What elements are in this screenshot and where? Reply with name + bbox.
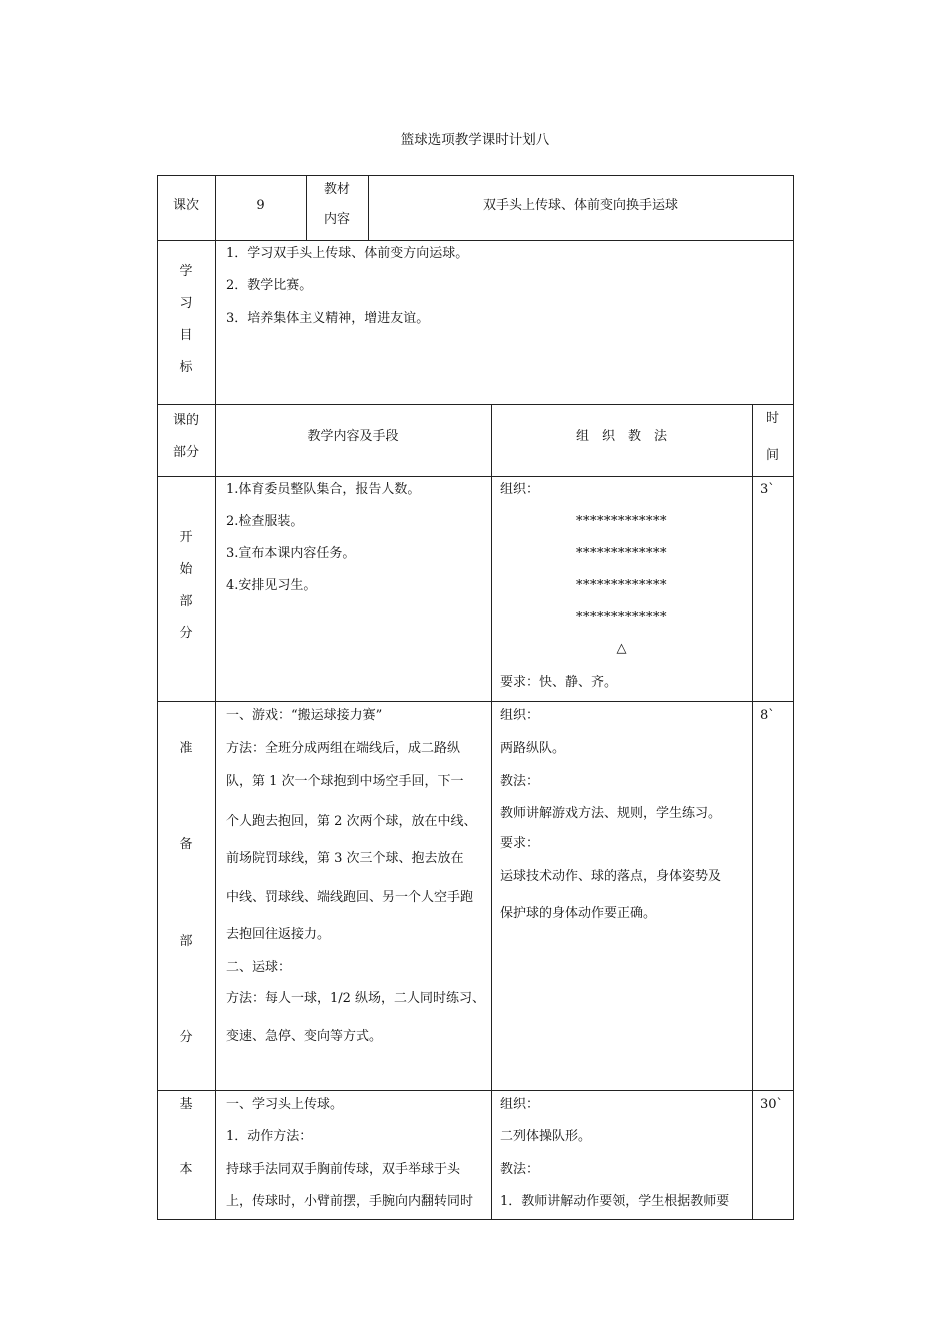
basic-method-line: 1．教师讲解动作要领，学生根据教师要 [500, 1194, 730, 1209]
prep-content-line: 个人跑去抱回，第 2 次两个球，放在中线、 [226, 814, 477, 829]
prep-label-char: 备 [179, 837, 193, 852]
material-label-bottom: 内容 [323, 212, 350, 227]
start-content-line: 1.体育委员整队集合，报告人数。 [226, 482, 421, 497]
start-content-line: 4.安排见习生。 [226, 578, 317, 593]
prep-method-line: 两路纵队。 [500, 741, 566, 756]
start-content-line: 3.宣布本课内容任务。 [226, 546, 356, 561]
basic-content-line: 一、学习头上传球。 [226, 1097, 344, 1112]
prep-time: 8` [760, 708, 775, 723]
prep-content-line: 去抱回往返接力。 [226, 927, 331, 942]
document-title: 篮球选项教学课时计划八 [400, 132, 550, 148]
start-label-char: 始 [179, 562, 193, 577]
basic-content-line: 1．动作方法： [226, 1129, 313, 1144]
time-column-label-top: 时 [765, 411, 779, 426]
prep-content-line: 变速、急停、变向等方式。 [226, 1029, 383, 1044]
prep-content-line: 方法：全班分成两组在端线后，成二路纵 [226, 741, 461, 756]
objectives-label-char: 目 [179, 328, 193, 343]
prep-method-line: 教师讲解游戏方法、规则，学生练习。 [500, 806, 722, 821]
objectives-label-char: 学 [179, 264, 193, 279]
basic-time: 30` [760, 1097, 784, 1112]
objective-item: 2．教学比赛。 [226, 278, 313, 293]
prep-label-char: 分 [179, 1030, 193, 1045]
prep-content-line: 前场院罚球线，第 3 次三个球、抱去放在 [226, 851, 464, 866]
basic-method-line: 二列体操队形。 [500, 1129, 592, 1144]
start-label-char: 部 [179, 594, 193, 609]
formation-row: ************* [576, 578, 667, 593]
content-column-header: 教学内容及手段 [307, 429, 399, 444]
lesson-number: 9 [256, 198, 265, 213]
start-label-char: 分 [179, 626, 193, 641]
objective-item: 1．学习双手头上传球、体前变方向运球。 [226, 246, 469, 261]
basic-content-line: 持球手法同双手胸前传球，双手举球于头 [226, 1162, 461, 1177]
start-time: 3` [760, 482, 775, 497]
formation-row: ************* [576, 514, 667, 529]
prep-content-line: 二、运球： [226, 960, 292, 975]
material-content: 双手头上传球、体前变向换手运球 [482, 198, 678, 213]
material-label-top: 教材 [323, 182, 350, 197]
basic-method-line: 组织： [500, 1097, 540, 1112]
method-column-header: 组 织 教 法 [575, 429, 667, 444]
prep-content-line: 一、游戏：“搬运球接力赛” [226, 708, 383, 723]
start-content-line: 2.检查服装。 [226, 514, 304, 529]
basic-method-line: 教法： [500, 1162, 540, 1177]
basic-label-char: 本 [179, 1162, 193, 1177]
start-org-label: 组织： [500, 482, 540, 497]
lesson-label: 课次 [172, 198, 199, 213]
formation-row: ************* [576, 546, 667, 561]
prep-content-line: 队，第 1 次一个球抱到中场空手回，下一 [226, 774, 464, 789]
objective-item: 3．培养集体主义精神，增进友谊。 [226, 311, 430, 326]
objectives-label-char: 习 [179, 296, 193, 311]
start-requirement: 要求：快、静、齐。 [500, 675, 618, 690]
prep-label-char: 准 [179, 741, 193, 756]
prep-content-line: 方法：每人一球，1/2 纵场，二人同时练习、 [226, 991, 486, 1006]
prep-content-line: 中线、罚球线、端线跑回、另一个人空手跑 [226, 890, 474, 905]
prep-label-char: 部 [179, 934, 193, 949]
prep-method-line: 保护球的身体动作要正确。 [500, 906, 657, 921]
basic-label-char: 基 [179, 1097, 193, 1112]
time-column-label-bottom: 间 [765, 448, 779, 463]
prep-method-line: 教法： [500, 774, 540, 789]
formation-row: ************* [576, 610, 667, 625]
prep-method-line: 组织： [500, 708, 540, 723]
part-column-label-bottom: 部分 [172, 445, 199, 460]
start-label-char: 开 [179, 530, 193, 545]
prep-method-line: 要求： [500, 836, 540, 851]
prep-method-line: 运球技术动作、球的落点，身体姿势及 [500, 869, 722, 884]
part-column-label-top: 课的 [172, 413, 199, 428]
teacher-position-icon: △ [616, 641, 627, 656]
basic-content-line: 上，传球时，小臂前摆，手腕向内翻转同时 [226, 1194, 474, 1209]
objectives-label-char: 标 [179, 360, 193, 375]
